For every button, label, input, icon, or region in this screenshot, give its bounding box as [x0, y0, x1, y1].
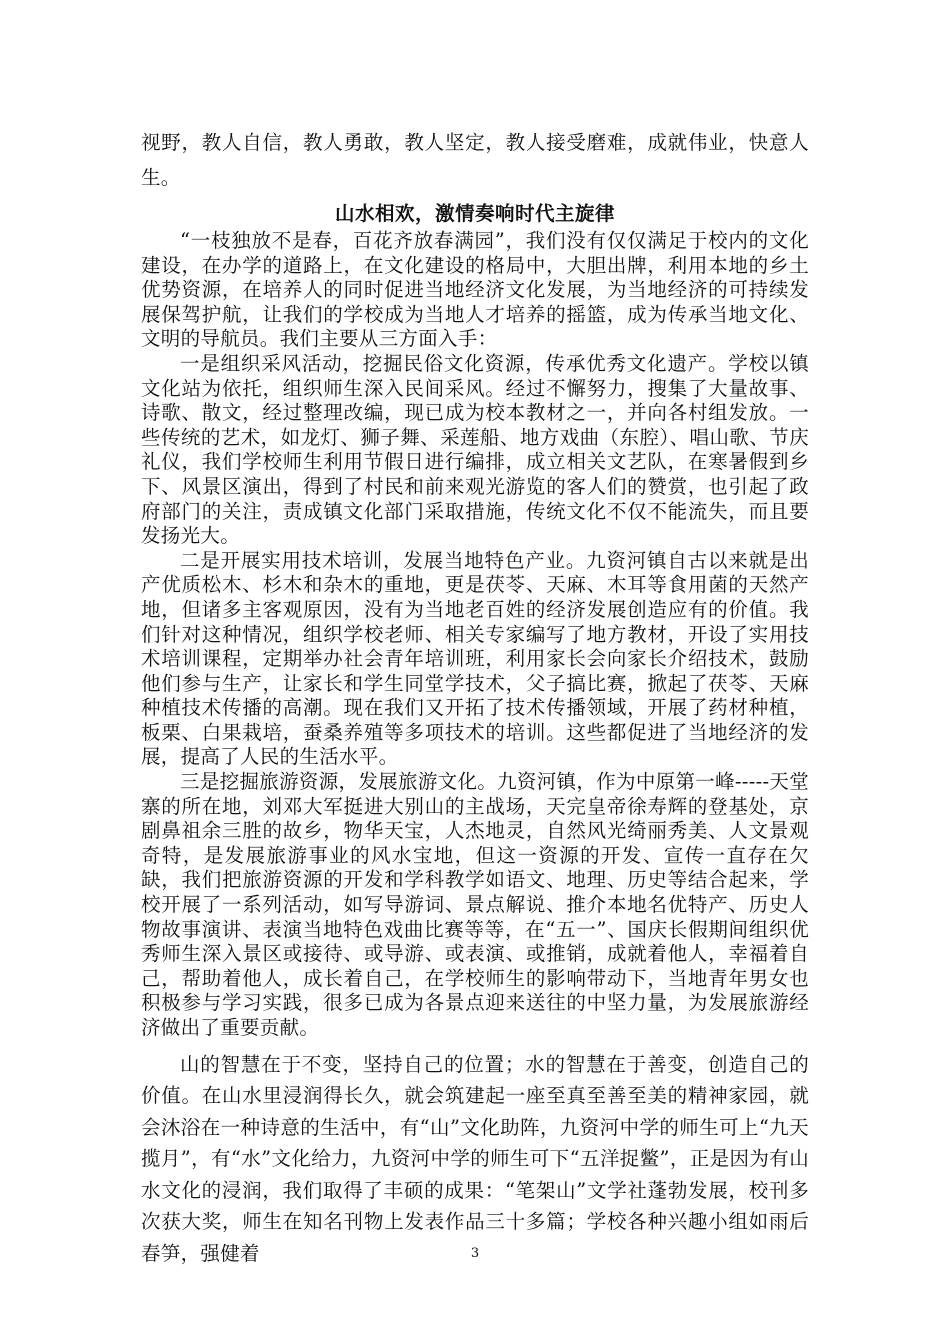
paragraph-technical-training: 二是开展实用技术培训，发展当地特色产业。九资河镇自古以来就是出产优质松木、杉木和杂木的重地，更是茯苓、天麻、木耳等食用菌的天然产地，但诸多主客观原因，没有为当地老百姓的经济发展创造应有的价值。我们针对这种情况，组织学校老师、相关专家编写了地方教材，开设了实用技术培训课程，定期举办社会青年培训班，利用家长会向家长介绍技术，鼓励他们参与生产，让家长和学生同堂学技术，父子搞比赛，掀起了茯苓、天麻种植技术传播的高潮。现在我们又开拓了技术传播领域，开展了药材种植，板栗、白果栽培，蚕桑养殖等多项技术的培训。这些都促进了当地经济的发展，提高了人民的生活水平。 [141, 548, 809, 769]
closing-paragraph: 山的智慧在于不变，坚持自己的位置；水的智慧在于善变，创造自己的价值。在山水里浸润得长久，就会筑建起一座至真至善至美的精神家园，就会沐浴在一种诗意的生活中，有“山”文化助阵，九资河中学的师生可上“九天揽月”，有“水”文化给力，九资河中学的师生可下“五洋捉鳖”，正是因为有山水文化的浸润，我们取得了丰硕的成果：“笔架山”文学社蓬勃发展，校刊多次获大奖，师生在知名刊物上发表作品三十多篇；学校各种兴趣小组如雨后春笋，强健着 [141, 1052, 809, 1265]
paragraph-folk-culture: 一是组织采风活动，挖掘民俗文化资源，传承优秀文化遗产。学校以镇文化站为依托，组织师生深入民间采风。经过不懈努力，搜集了大量故事、诗歌、散文，经过整理改编，现已成为校本教材之一，并向各村组发放。一些传统的艺术，如龙灯、狮子舞、采莲船、地方戏曲（东腔）、唱山歌、节庆礼仪，我们学校师生利用节假日进行编排，成立相关文艺队，在寒暑假到乡下、风景区演出，得到了村民和前来观光游览的客人们的赞赏，也引起了政府部门的关注，责成镇文化部门采取措施，传统文化不仅不能流失，而且要发扬光大。 [141, 351, 809, 548]
paragraph-intro: “一枝独放不是春，百花齐放春满园”，我们没有仅仅满足于校内的文化建设，在办学的道路上，在文化建设的格局中，大胆出牌，利用本地的乡土优势资源，在培养人的同时促进当地经济文化发展，为当地经济的可持续发展保驾护航，让我们的学校成为当地人才培养的摇篮，成为传承当地文化、文明的导航员。我们主要从三方面入手： [141, 229, 809, 351]
section-title: 山水相欢，激情奏响时代主旋律 [334, 202, 615, 225]
paragraph-tourism: 三是挖掘旅游资源，发展旅游文化。九资河镇，作为中原第一峰-----天堂寨的所在地，刘邓大军挺进大别山的主战场，天完皇帝徐寿辉的登基处，京剧鼻祖余三胜的故乡，物华天宝，人杰地灵，自然风光绮丽秀美、人文景观奇特，是发展旅游事业的风水宝地，但这一资源的开发、宣传一直存在欠缺，我们把旅游资源的开发和学科教学如语文、地理、历史等结合起来，学校开展了一系列活动，如写导游词、景点解说、推介本地名优特产、历史人物故事演讲、表演当地特色戏曲比赛等等，在“五一”、国庆长假期间组织优秀师生深入景区或接待、或导游、或表演、或推销，成就着他人，幸福着自己，帮助着他人，成长着自己，在学校师生的影响带动下，当地青年男女也积极参与学习实践，很多已成为各景点迎来送往的中坚力量，为发展旅游经济做出了重要贡献。 [141, 770, 809, 1039]
document-body [141, 126, 809, 1269]
page-number: 3 [470, 1246, 480, 1261]
opening-paragraph: 视野，教人自信，教人勇敢，教人坚定，教人接受磨难，成就伟业，快意人生。 [141, 131, 809, 189]
